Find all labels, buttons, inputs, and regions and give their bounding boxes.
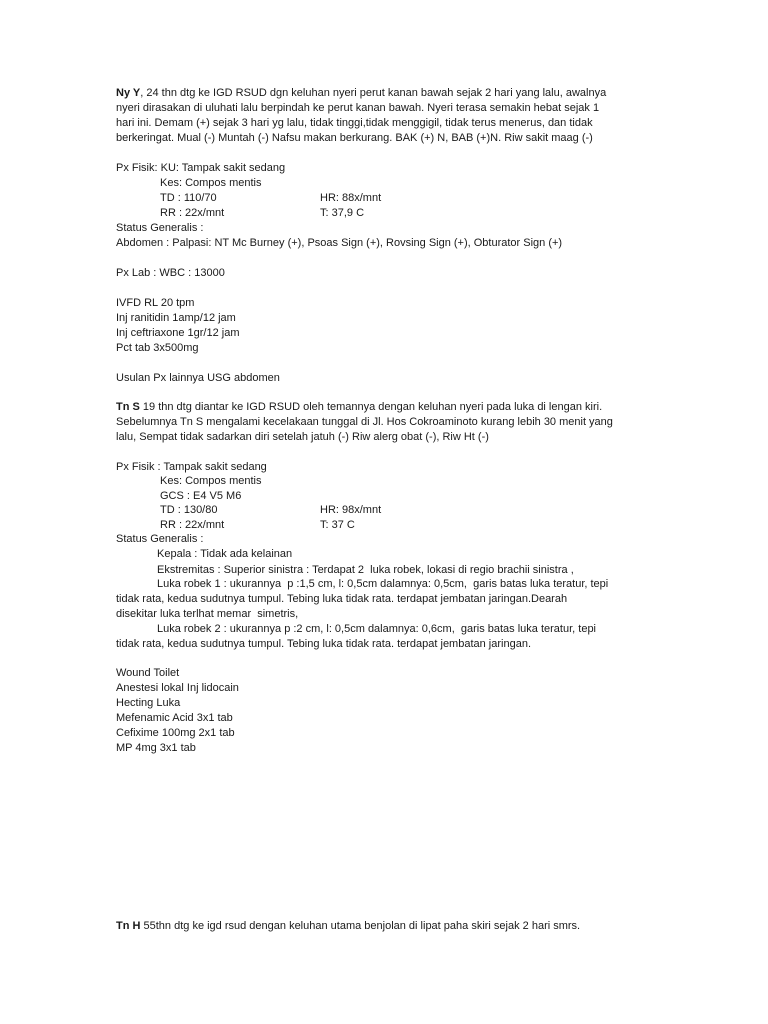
- case2-luka2-line2: tidak rata, kedua sudutnya tumpul. Tebing luka tidak rata. terdapat jembatan jaringan.: [116, 638, 532, 650]
- case2-luka1-line3: disekitar luka terlhat memar simetris,: [116, 608, 299, 620]
- case1-abdomen: Abdomen : Palpasi: NT Mc Burney (+), Psoas Sign (+), Rovsing Sign (+), Obturator Sign (+): [116, 237, 563, 249]
- case1-lab: Px Lab : WBC : 13000: [116, 267, 225, 279]
- case1-exam-t: T: 37,9 C: [320, 207, 365, 219]
- case2-therapy-6: MP 4mg 3x1 tab: [116, 742, 196, 754]
- case2-therapy-3: Hecting Luka: [116, 697, 181, 709]
- case3-patient-name: Tn H: [116, 920, 141, 932]
- case2-exam-hr: HR: 98x/mnt: [320, 504, 382, 516]
- case1-therapy-3: Inj ceftriaxone 1gr/12 jam: [116, 327, 240, 339]
- case1-exam-hr: HR: 88x/mnt: [320, 192, 382, 204]
- case2-exam-gcs: GCS : E4 V5 M6: [160, 490, 242, 502]
- case1-proposal: Usulan Px lainnya USG abdomen: [116, 372, 280, 384]
- case2-exam-ku: Px Fisik : Tampak sakit sedang: [116, 461, 267, 473]
- case2-status-generalis: Status Generalis :: [116, 533, 204, 545]
- case2-therapy-2: Anestesi lokal Inj lidocain: [116, 682, 239, 694]
- case2-therapy-4: Mefenamic Acid 3x1 tab: [116, 712, 233, 724]
- case1-exam-td: TD : 110/70 HR: 88x/mnt: [160, 192, 382, 204]
- case1-intro-line3: hari ini. Demam (+) sejak 3 hari yg lalu, tidak tinggi,tidak menggigil, tidak terus menerus, dan tidak: [116, 117, 593, 129]
- case2-ekstremitas: Ekstremitas : Superior sinistra : Terdapat 2 luka robek, lokasi di regio brachii sinistra ,: [157, 564, 574, 576]
- case2-luka2-line1: Luka robek 2 : ukurannya p :2 cm, l: 0,5cm dalamnya: 0,6cm, garis batas luka teratur, tepi: [157, 623, 597, 635]
- case1-intro-line2: nyeri dirasakan di uluhati lalu berpindah ke perut kanan bawah. Nyeri terasa semakin hebat sejak 1: [116, 102, 600, 114]
- case1-exam-rr: RR : 22x/mnt T: 37,9 C: [160, 207, 365, 219]
- case2-patient-name: Tn S: [116, 401, 140, 413]
- case2-intro-line1: Tn S 19 thn dtg diantar ke IGD RSUD oleh temannya dengan keluhan nyeri pada luka di lengan kiri.: [116, 401, 603, 413]
- case2-therapy-1: Wound Toilet: [116, 667, 180, 679]
- case2-therapy-5: Cefixime 100mg 2x1 tab: [116, 727, 235, 739]
- case2-kepala: Kepala : Tidak ada kelainan: [157, 548, 293, 560]
- case1-therapy-1: IVFD RL 20 tpm: [116, 297, 195, 309]
- case2-exam-td: TD : 130/80 HR: 98x/mnt: [160, 504, 382, 516]
- case1-patient-name: Ny Y: [116, 87, 141, 99]
- case2-luka1-line1: Luka robek 1 : ukurannya p :1,5 cm, l: 0,5cm dalamnya: 0,5cm, garis batas luka teratur, tepi: [157, 578, 609, 590]
- case1-exam-kes: Kes: Compos mentis: [160, 177, 262, 189]
- case1-intro-line4: berkeringat. Mual (-) Muntah (-) Nafsu makan berkurang. BAK (+) N, BAB (+)N. Riw sakit maag (-): [116, 132, 593, 144]
- case1-exam-ku: Px Fisik: KU: Tampak sakit sedang: [116, 162, 286, 174]
- case2-exam-kes: Kes: Compos mentis: [160, 475, 262, 487]
- case2-exam-rr: RR : 22x/mnt T: 37 C: [160, 519, 355, 531]
- case2-exam-t: T: 37 C: [320, 519, 355, 531]
- case2-intro-line3: lalu, Sempat tidak sadarkan diri setelah jatuh (-) Riw alerg obat (-), Riw Ht (-): [116, 431, 489, 443]
- case2-luka1-line2: tidak rata, kedua sudutnya tumpul. Tebing luka tidak rata. terdapat jembatan jaringan.Dearah: [116, 593, 568, 605]
- case1-therapy-4: Pct tab 3x500mg: [116, 342, 199, 354]
- case3-intro-line1: Tn H 55thn dtg ke igd rsud dengan keluhan utama benjolan di lipat paha skiri sejak 2 hari smrs.: [116, 920, 581, 932]
- case1-therapy-2: Inj ranitidin 1amp/12 jam: [116, 312, 236, 324]
- case1-status-generalis: Status Generalis :: [116, 222, 204, 234]
- case1-intro-line1: Ny Y, 24 thn dtg ke IGD RSUD dgn keluhan nyeri perut kanan bawah sejak 2 hari yang lalu, awalnya: [116, 87, 607, 99]
- case2-intro-line2: Sebelumnya Tn S mengalami kecelakaan tunggal di Jl. Hos Cokroaminoto kurang lebih 30 menit yang: [116, 416, 613, 428]
